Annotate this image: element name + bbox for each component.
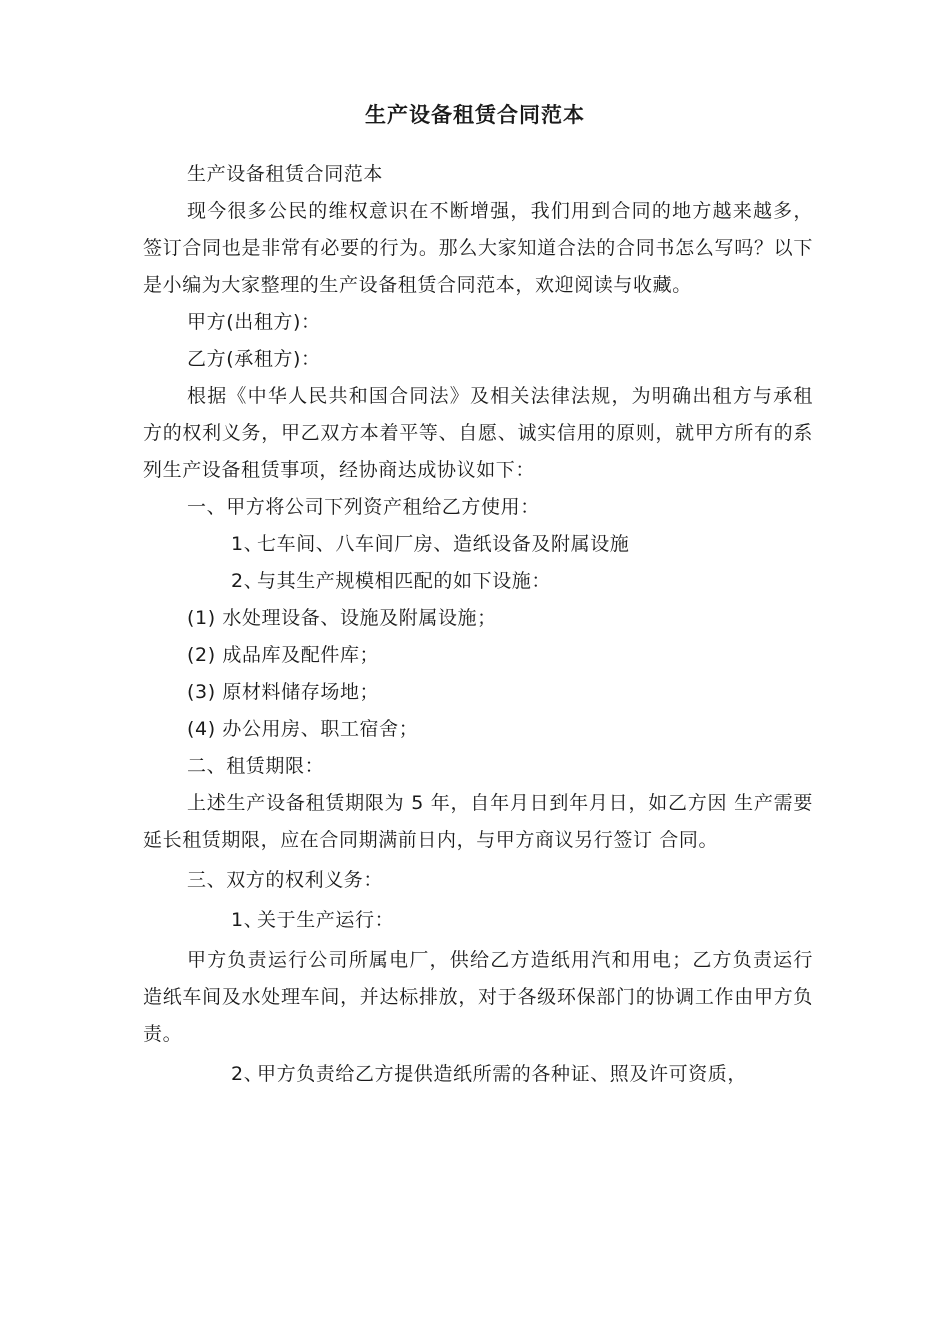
document-body: [143, 156, 813, 1093]
party-b-line: 乙方(承租方)：: [187, 348, 321, 370]
section1-subitem-1: (1) 水处理设备、设施及附属设施；: [187, 607, 497, 629]
item-text: 甲方负责给乙方提供造纸所需的各种证、照及许可资质，: [257, 1063, 748, 1085]
basis-paragraph: 根据《中华人民共和国合同法》及相关法律法规，为明确出租方与承租方的权利义务，甲乙双方本着平等、自愿、诚实信用的原则，就甲方所有的系列生产设备租赁事项，经协商达成协议如下：: [143, 385, 813, 481]
item-number: 2、: [231, 570, 264, 592]
section3-item-2: [143, 1056, 813, 1093]
section3-item1-paragraph: 甲方负责运行公司所属电厂，供给乙方造纸用汽和用电；乙方负责运行造纸车间及水处理车间，并达标排放，对于各级环保部门的协调工作由甲方负责。: [143, 949, 813, 1045]
section3-heading: 三、双方的权利义务：: [187, 869, 384, 891]
section1-item-1: [143, 526, 813, 563]
item-text: 与其生产规模相匹配的如下设施：: [257, 570, 552, 592]
section1-heading: 一、甲方将公司下列资产租给乙方使用：: [187, 496, 540, 518]
section1-item-2: [143, 563, 813, 600]
section2-heading: 二、租赁期限：: [187, 755, 325, 777]
item-text: 七车间、八车间厂房、造纸设备及附属设施: [257, 533, 630, 555]
section2-paragraph: 上述生产设备租赁期限为 5 年，自年月日到年月日，如乙方因 生产需要延长租赁期限，应在合同期满前日内，与甲方商议另行签订 合同。: [143, 792, 813, 851]
document-title: 生产设备租赁合同范本: [365, 103, 585, 127]
item-number: 1、: [231, 909, 264, 931]
party-a-line: 甲方(出租方)：: [187, 311, 321, 333]
section1-subitem-3: (3) 原材料储存场地；: [187, 681, 380, 703]
item-number: 2、: [231, 1063, 264, 1085]
section1-subitem-4: (4) 办公用房、职工宿舍；: [187, 718, 419, 740]
item-number: 1、: [231, 533, 264, 555]
item-text: 关于生产运行：: [257, 909, 395, 931]
section1-subitem-2: (2) 成品库及配件库；: [187, 644, 380, 666]
intro-paragraph: 现今很多公民的维权意识在不断增强，我们用到合同的地方越来越多，签订合同也是非常有必要的行为。那么大家知道合法的合同书怎么写吗？以下是小编为大家整理的生产设备租赁合同范本，欢迎阅读与收藏。: [143, 200, 813, 296]
section3-item-1: [143, 902, 813, 939]
subtitle-paragraph: 生产设备租赁合同范本: [187, 163, 384, 185]
